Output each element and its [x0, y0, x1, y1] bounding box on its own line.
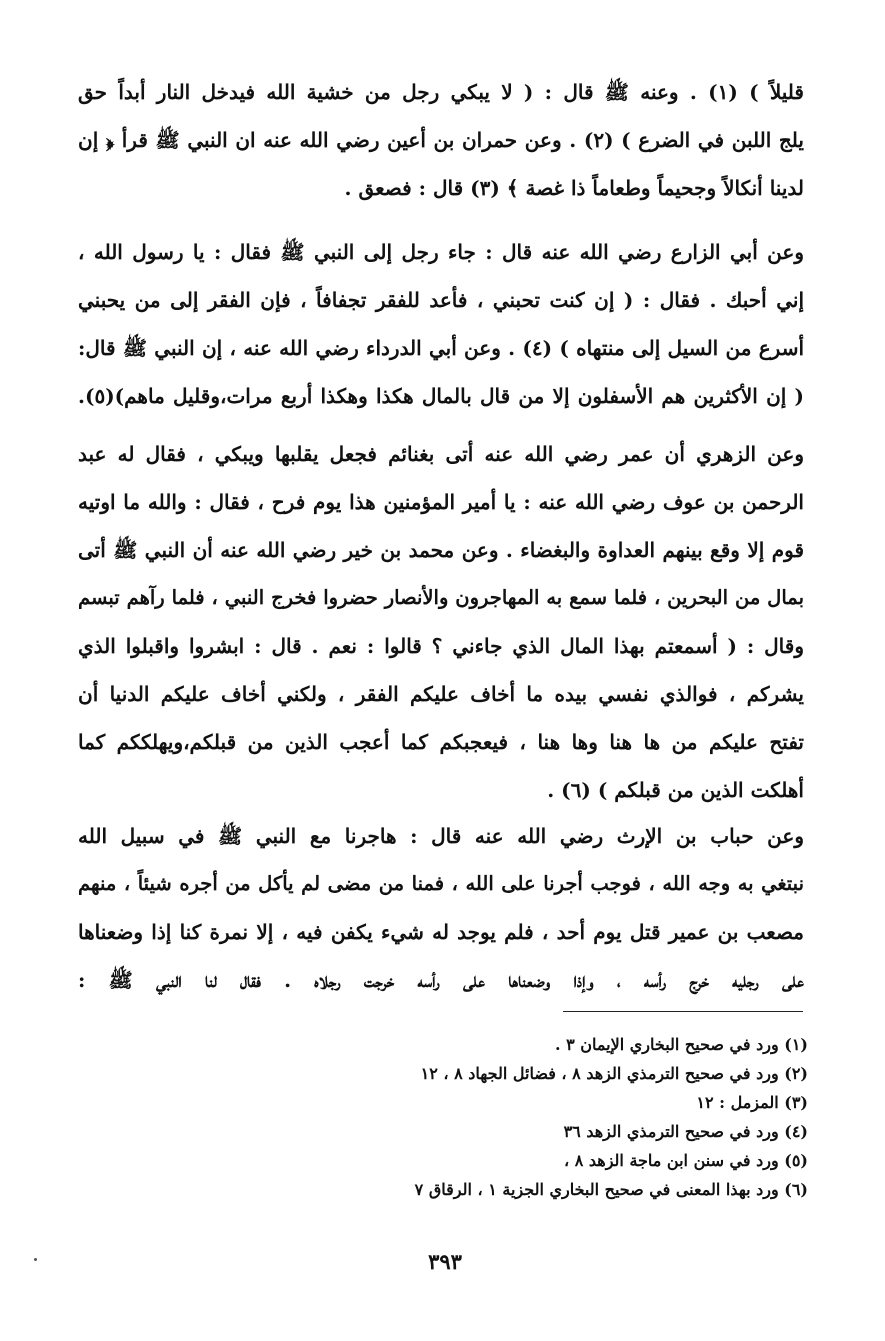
- footnotes: [300, 1030, 808, 1204]
- text-line: أسرع من السيل إلى منتهاه ) (٤) . وعن أبي الدرداء رضي الله عنه ، إن النبي ﷺ قال:: [78, 336, 804, 360]
- text-line: مصعب بن عمير قتل يوم أحد ، فلم يوجد له شيء يكفن فيه ، إلا نمرة كنا إذا وضعناها: [78, 920, 804, 944]
- text-line: يشركم ، فوالذي نفسي بيده ما أخاف عليكم الفقر ، ولكني أخاف عليكم الدنيا أن: [78, 682, 804, 706]
- footnote-4: (٤) ورد في صحيح الترمذي الزهد ٣٦: [563, 1122, 808, 1141]
- footnote-5: (٥) ورد في سنن ابن ماجة الزهد ٨ ،: [563, 1151, 808, 1170]
- footnote-divider: [563, 1011, 803, 1012]
- text-line: ( إن الأكثرين هم الأسفلون إلا من قال بالمال هكذا وهكذا أربع مرات،وقليل ماهم)(٥).: [78, 384, 804, 408]
- print-speck: [34, 1258, 37, 1261]
- text-line: وعن حباب بن الإرث رضي الله عنه قال : هاجرنا مع النبي ﷺ في سبيل الله: [78, 824, 804, 848]
- paragraph-4: [78, 812, 804, 1004]
- paragraph-2: [78, 228, 804, 420]
- text-line: قوم إلا وقع بينهم العداوة والبغضاء . وعن محمد بن خير رضي الله عنه أن النبي ﷺ أتى: [78, 538, 804, 562]
- text-line: وقال : ( أسمعتم بهذا المال الذي جاءني ؟ قالوا : نعم . قال : ابشروا واقبلوا الذي: [78, 634, 804, 658]
- text-line: وعن أبي الزارع رضي الله عنه قال : جاء رجل إلى النبي ﷺ فقال : يا رسول الله ،: [78, 240, 804, 264]
- text-line: نبتغي به وجه الله ، فوجب أجرنا على الله ، فمنا من مضى لم يأكل من أجره شيئاً ، منهم: [78, 872, 804, 895]
- text-line: الرحمن بن عوف رضي الله عنه : يا أمير المؤمنين هذا يوم فرح ، فقال : والله ما اوتيه: [78, 490, 804, 514]
- text-line: لدينا أنكالاً وجحيماً وطعاماً ذا غصة ﴾ (٣) قال : فصعق .: [344, 176, 804, 200]
- text-line: أهلكت الذين من قبلكم ) (٦) .: [547, 778, 804, 802]
- text-line: يلج اللبن في الضرع ) (٢) . وعن حمران بن أعين رضي الله عنه ان النبي ﷺ قرأ ﴿ إن: [78, 128, 804, 152]
- page-number: ٣٩٣: [428, 1249, 462, 1274]
- text-line: بمال من البحرين ، فلما سمع به المهاجرون والأنصار حضروا فخرج النبي ، فلما رآهم تبسم: [78, 586, 804, 609]
- footnote-6: (٦) ورد بهذا المعنى في صحيح البخاري الجزية ١ ، الرقاق ٧: [414, 1180, 808, 1199]
- text-line: وعن الزهري أن عمر رضي الله عنه أتى بغنائم فجعل يقلبها ويبكي ، فقال له عبد: [78, 442, 804, 466]
- paragraph-1: [78, 68, 804, 212]
- footnote-1: (١) ورد في صحيح البخاري الإيمان ٣ .: [554, 1035, 808, 1054]
- text-line: إني أحبك . فقال : ( إن كنت تحبني ، فأعد للفقر تجفافاً ، فإن الفقر إلى من يحبني: [78, 288, 804, 312]
- text-line: قليلاً ) (١) . وعنه ﷺ قال : ( لا يبكي رجل من خشية الله فيدخل النار أبداً حق: [78, 80, 804, 104]
- text-line: على رجليه خرج رأسه ، وإذا وضعناها على رأسه خرجت رجلاه . فقال لنا النبي ﷺ :: [78, 968, 804, 992]
- footnote-2: (٢) ورد في صحيح الترمذي الزهد ٨ ، فضائل الجهاد ٨ ، ١٢: [420, 1064, 808, 1083]
- paragraph-3: [78, 430, 804, 814]
- text-line: تفتح عليكم من ها هنا وها هنا ، فيعجبكم كما أعجب الذين من قبلكم،ويهلككم كما: [78, 730, 804, 754]
- footnote-3: (٣) المزمل : ١٢: [696, 1093, 808, 1112]
